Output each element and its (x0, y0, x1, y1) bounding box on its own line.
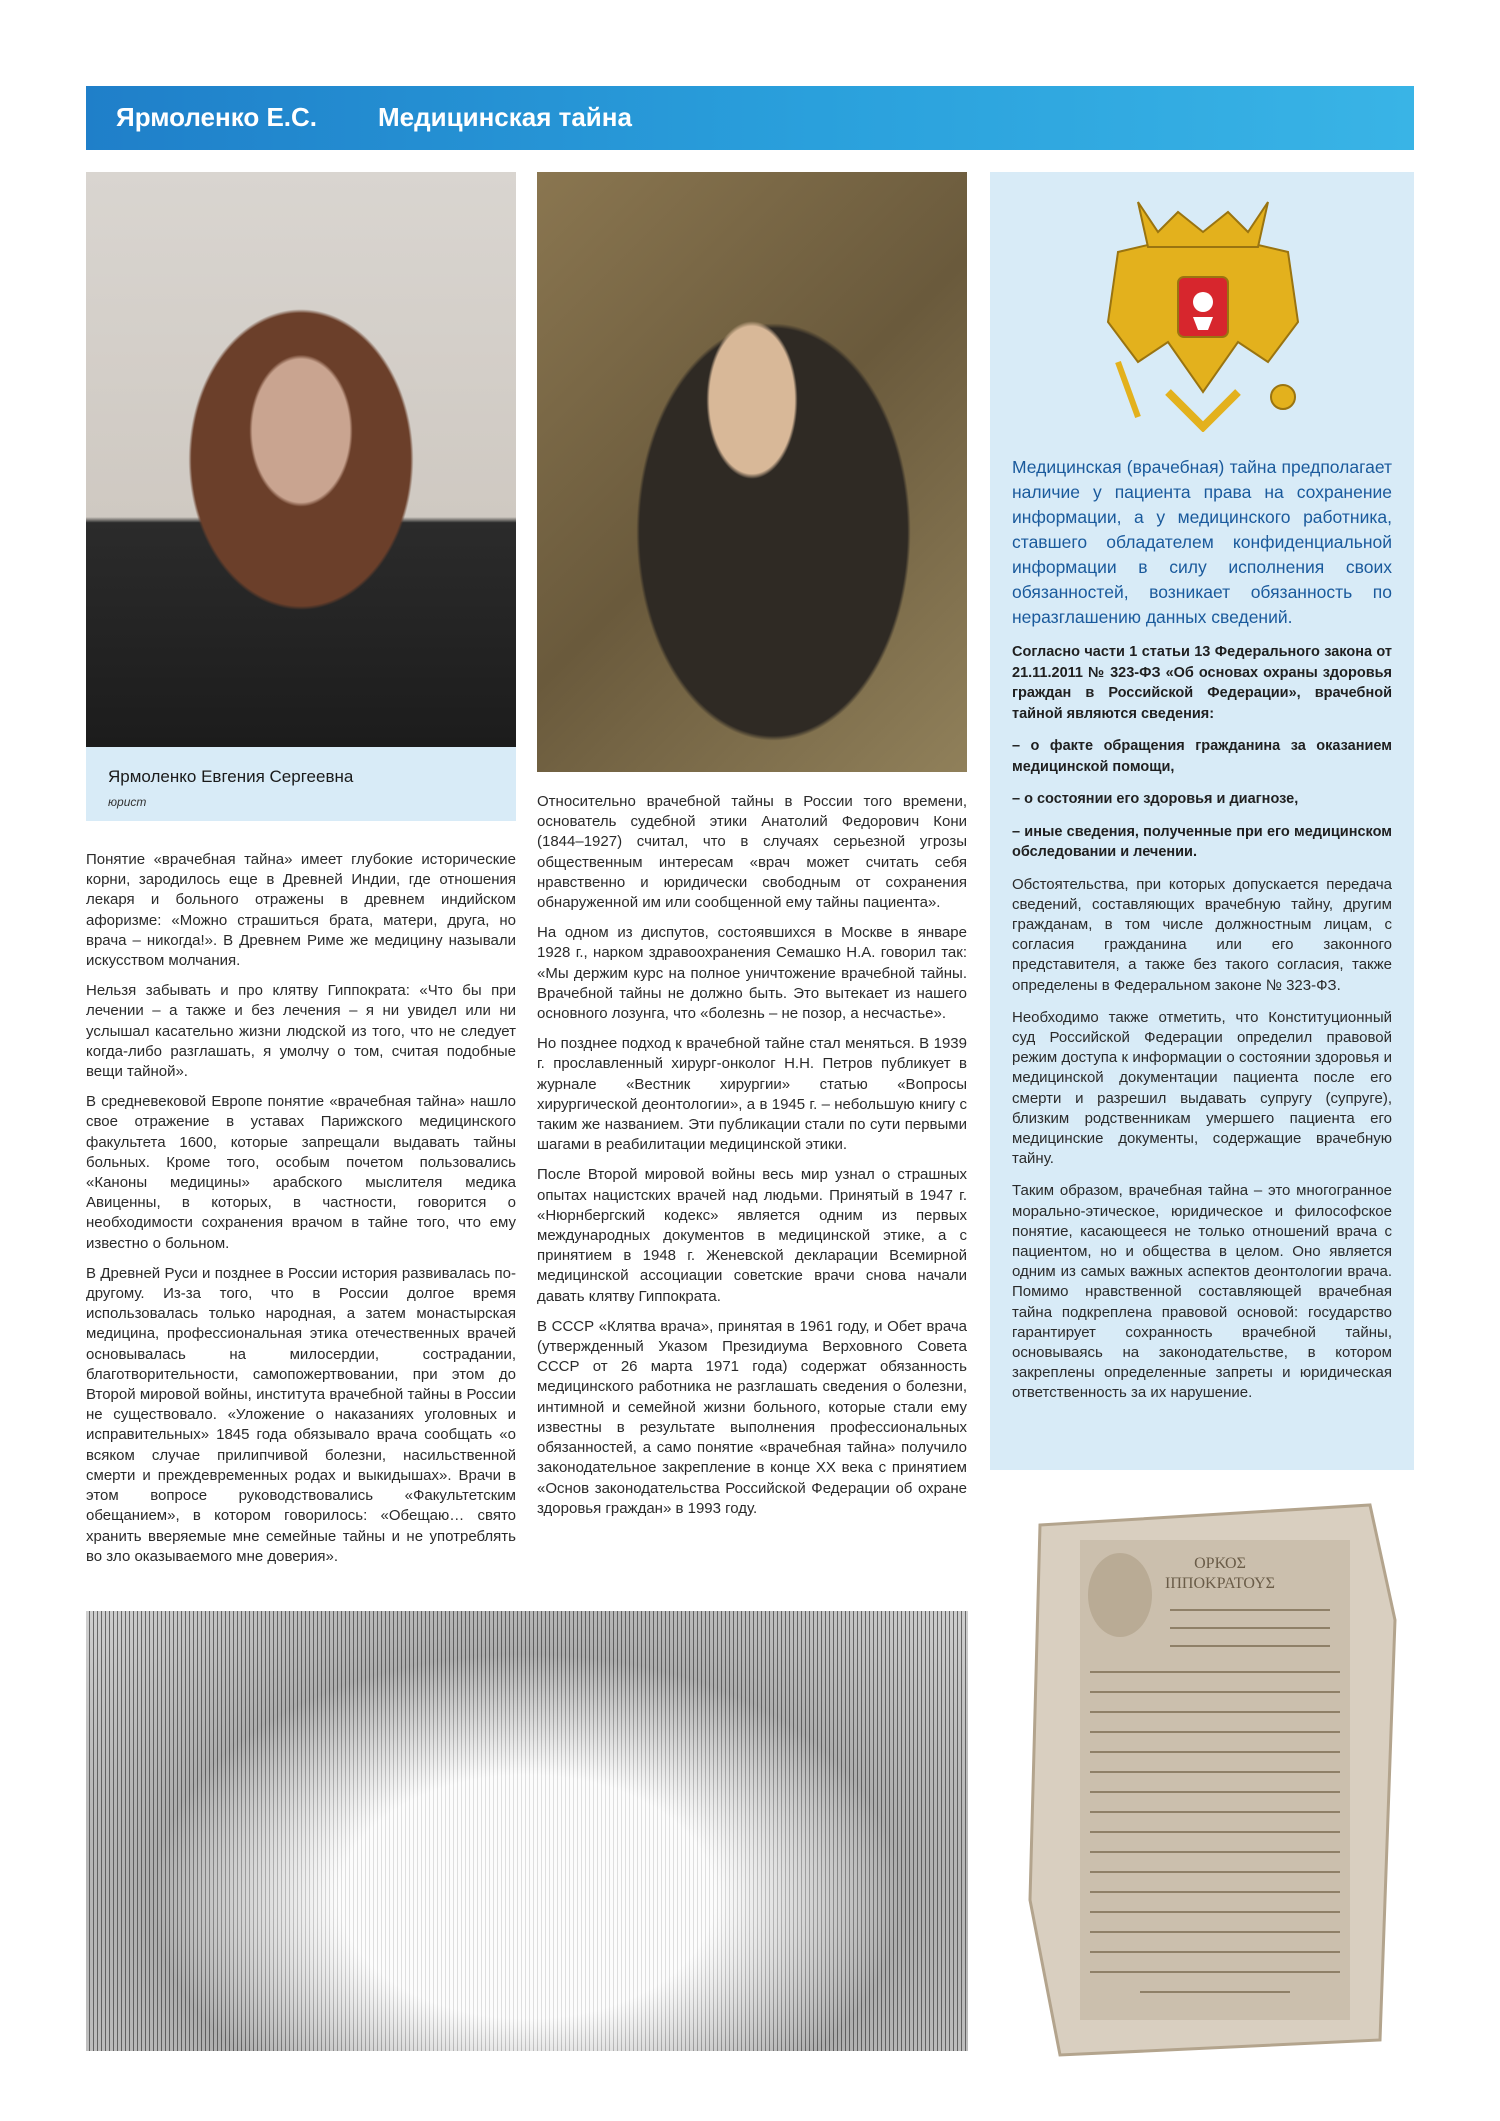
article-column-2 (537, 792, 967, 1529)
coat-of-arms-icon (1098, 192, 1308, 432)
paragraph: Понятие «врачебная тайна» имеет глубокие исторические корни, зародилось еще в Древней Индии, где отношения лекаря и больного отражены в древнем индийском афоризме: «Можно страшиться брата, матери, друга, но врача – никогда!». В Древнем Риме же медицину называли искусством молчания. (86, 851, 516, 970)
header-title: Медицинская тайна (378, 102, 632, 132)
paragraph: На одном из диспутов, состоявшихся в Москве в январе 1928 г., нарком здравоохранения Семашко Н.А. говорил так: «Мы держим курс на полное уничтожение врачебной тайны. Врачебной тайны не должно быть. Это вытекает из нашего основного лозунга, что «болезнь – не позор, а несчастье». (537, 924, 967, 1023)
header-author: Ярмоленко Е.С. (116, 102, 318, 132)
sidebar-list-item: – о состоянии его здоровья и диагнозе, (1012, 791, 1299, 807)
sidebar-paragraph: Необходимо также отметить, что Конституционный суд Российской Федерации определил правовой режим доступа к информации о состоянии здоровья и медицинской документации пациента после его смерти и разрешил выдавать супругу (супруге), близким родственникам умершего пациента его медицинские документы, содержащие врачебную тайну. (1012, 1008, 1392, 1168)
sidebar-list-item: – иные сведения, полученные при его медицинском обследовании и лечении. (1012, 823, 1392, 860)
paragraph: После Второй мировой войны весь мир узнал о страшных опытах нацистских врачей над людьми. Принятый в 1947 г. «Нюрнбергский кодекс» является одним из первых международных документов в медицинской этике, а с принятием в 1948 г. Женевской декларации Всемирной медицинской ассоциации советские врачи снова начали давать клятву Гиппократа. (537, 1166, 967, 1305)
author-photo (86, 172, 516, 747)
surgery-engraving (86, 1611, 968, 2051)
stone-title-1: ΟΡΚΟΣ (1194, 1555, 1246, 1572)
sidebar-paragraph: Обстоятельства, при которых допускается передача сведений, составляющих врачебную тайну, другим гражданам, в том числе должностным лицам, с согласия гражданина или его законного представителя, а также без такого согласия, также определены в Федеральном законе № 323-ФЗ. (1012, 875, 1392, 994)
paragraph: В средневековой Европе понятие «врачебная тайна» нашло свое отражение в уставах Парижского медицинского факультета 1600, которые запрещали выдавать тайны больных. Кроме того, особым почетом пользовались «Каноны медицины» арабского мыслителя медика Авиценны, в которых, в частности, говорится о необходимости сохранения врачом в тайне того, что ему известно о больном. (86, 1093, 516, 1252)
sidebar-paragraph: Таким образом, врачебная тайна – это многогранное морально-этическое, юридическое и философское понятие, касающееся не только отношений врача с пациентом, но и общества в целом. Оно является одним из самых важных аспектов деонтологии врача. Помимо нравственной составляющей врачебная тайна подкреплена правовой основой: государство гарантирует сохранность врачебной тайны, основываясь на законодательстве, в котором закреплены определенные запреты и юридическая ответственность за их нарушение. (1012, 1182, 1392, 1402)
portrait-painting (537, 172, 967, 772)
sidebar-lead: Медицинская (врачебная) тайна предполагает наличие у пациента права на сохранение информации, а у медицинского работника, ставшего обладателем конфиденциальной информации в силу исполнения своих обязанностей, возникает обязанность по неразглашению данных сведений. (1012, 457, 1392, 627)
sidebar-law-intro: Согласно части 1 статьи 13 Федерального закона от 21.11.2011 № 323-ФЗ «Об основах охраны здоровья граждан в Российской Федерации», врачебной тайной являются сведения: (1012, 644, 1392, 722)
paragraph: Но позднее подход к врачебной тайне стал меняться. В 1939 г. прославленный хирург-онколог Н.Н. Петров публикует в журнале «Вестник хирургии» статью «Вопросы хирургической деонтологии», а в 1945 г. – небольшую книгу с таким же названием. Эти публикации стали по сути первыми шагами в реабилитации медицинской этики. (537, 1035, 967, 1154)
author-caption (86, 747, 516, 821)
stone-title-2: ΙΠΠΟΚΡΑΤΟΥΣ (1165, 1575, 1275, 1592)
paragraph: В Древней Руси и позднее в России история развивалась по-другому. Из-за того, что в России долгое время использовалась только народная, а затем монастырская медицина, профессиональная этика отечественных врачей основывалась на милосердии, сострадании, благотворительности, самопожертвовании, при этом до Второй мировой войны, института врачебной тайны в России не существовало. «Уложение о наказаниях уголовных и исправительных» 1845 года обязывало врача сообщать «о всяком случае прилипчивой болезни, насильственной смерти и преждевременных родах и выкидышах». Врачи в этом вопросе руководствовались «Факультетским обещанием», в котором говорилось: «Обещаю… свято хранить вверяемые мне семейные тайны и не употреблять во зло оказываемого мне доверия». (86, 1264, 516, 1565)
engraving-shading (86, 1611, 968, 2051)
sidebar-list-item: – о факте обращения гражданина за оказанием медицинской помощи, (1012, 738, 1392, 775)
paragraph: Нельзя забывать и про клятву Гиппократа: «Что бы при лечении – а также и без лечения – я ни увидел или ни услышал касательно жизни людской из того, что не следует когда-либо разглашать, я умолчу о том, считая подобные вещи тайной». (86, 982, 516, 1081)
paragraph: В СССР «Клятва врача», принятая в 1961 году, и Обет врача (утвержденный Указом Президиума Верховного Совета СССР от 26 марта 1971 года) содержат обязанность медицинского работника не разглашать сведения о болезни, интимной и семейной жизни больного, которые стали ему известны в результате выполнения профессиональных обязанностей, а само понятие «врачебная тайна» получило законодательное закрепление в конце XX века с принятием «Основ законодательства Российской Федерации об охране здоровья граждан» в 1993 году. (537, 1317, 967, 1517)
page-header (86, 86, 1414, 150)
article-column-1 (86, 850, 516, 1577)
hippocratic-oath-stone-tablet (1020, 1500, 1400, 2060)
author-name: Ярмоленко Евгения Сергеевна (108, 767, 354, 786)
sidebar-box (990, 172, 1414, 1470)
paragraph: Относительно врачебной тайны в России того времени, основатель судебной этики Анатолий Федорович Кони (1844–1927) считал, что в случаях серьезной угрозы общественным интересам «врач может считать себя нравственно и юридически свободным от сохранения обнаруженной им или сообщенной ему тайны пациента». (537, 793, 967, 912)
author-role: юрист (108, 795, 147, 809)
